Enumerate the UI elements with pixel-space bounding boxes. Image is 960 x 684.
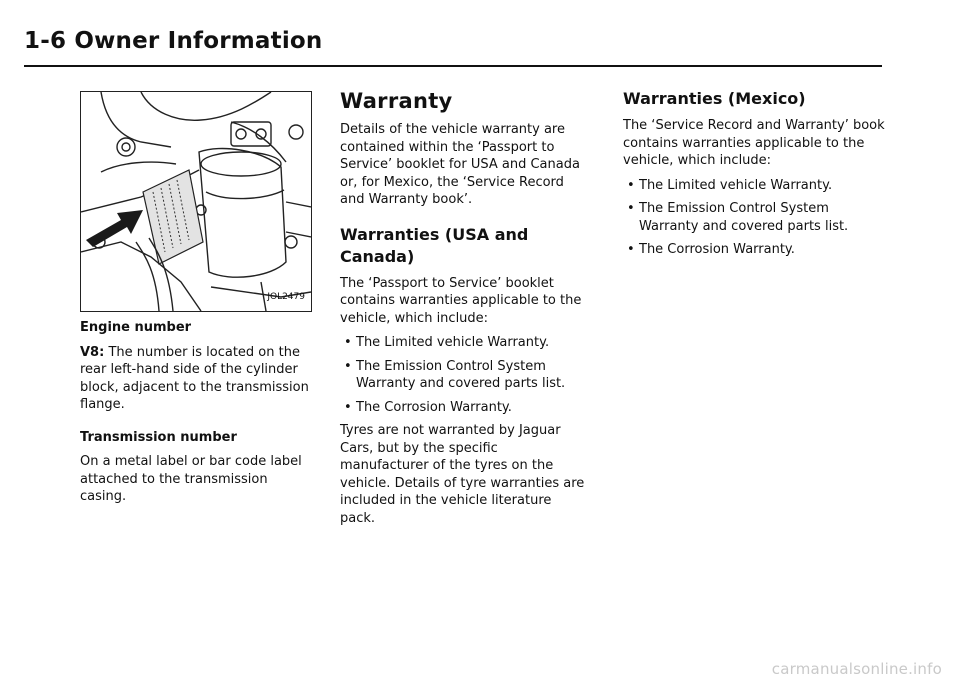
tyres-note: Tyres are not warranted by Jaguar Cars, but by the specific manufacturer of the tyres on the vehicle. Details of tyre warranties are included in the vehicle literature pack. (340, 423, 585, 526)
engine-illustration (80, 91, 312, 312)
mexico-warranty-list (623, 177, 885, 259)
transmission-number-heading: Transmission number (80, 429, 237, 445)
engine-number-heading: Engine number (80, 320, 192, 335)
column-mexico (623, 88, 885, 265)
transmission-number-text: On a metal label or bar code label attached to the transmission casing. (80, 454, 302, 504)
list-item: • The Limited vehicle Warranty. (340, 334, 588, 352)
page-title: 1-6 Owner Information (24, 28, 323, 54)
engine-drawing (81, 92, 311, 311)
list-item: • The Emission Control System Warranty and covered parts list. (623, 200, 885, 235)
site-watermark: carmanualsonline.info (771, 660, 942, 678)
header-rule (24, 65, 882, 67)
list-item: • The Limited vehicle Warranty. (623, 177, 885, 195)
figure-code: JOL2479 (267, 291, 305, 302)
usa-canada-intro: The ‘Passport to Service’ booklet contains warranties applicable to the vehicle, which include: (340, 275, 582, 326)
list-item: • The Corrosion Warranty. (623, 241, 885, 259)
engine-number-text (80, 344, 312, 414)
mexico-intro: The ‘Service Record and Warranty’ book contains warranties applicable to the vehicle, which include: (623, 118, 885, 168)
column-warranty (340, 88, 588, 527)
engine-description: The number is located on the rear left-hand side of the cylinder block, adjacent to the transmission flange. (80, 344, 309, 412)
list-item: • The Emission Control System Warranty and covered parts list. (340, 358, 588, 393)
engine-label: V8: (80, 344, 105, 360)
list-item: • The Corrosion Warranty. (340, 399, 588, 417)
warranty-title: Warranty (340, 89, 453, 113)
mexico-heading: Warranties (Mexico) (623, 89, 806, 108)
usa-canada-heading: Warranties (USA and Canada) (340, 224, 529, 266)
column-engine-info (80, 88, 312, 506)
warranty-intro: Details of the vehicle warranty are contained within the ‘Passport to Service’ booklet for USA and Canada or, for Mexico, the ‘Service Record and Warranty book’. (340, 122, 580, 207)
usa-canada-warranty-list (340, 334, 588, 416)
